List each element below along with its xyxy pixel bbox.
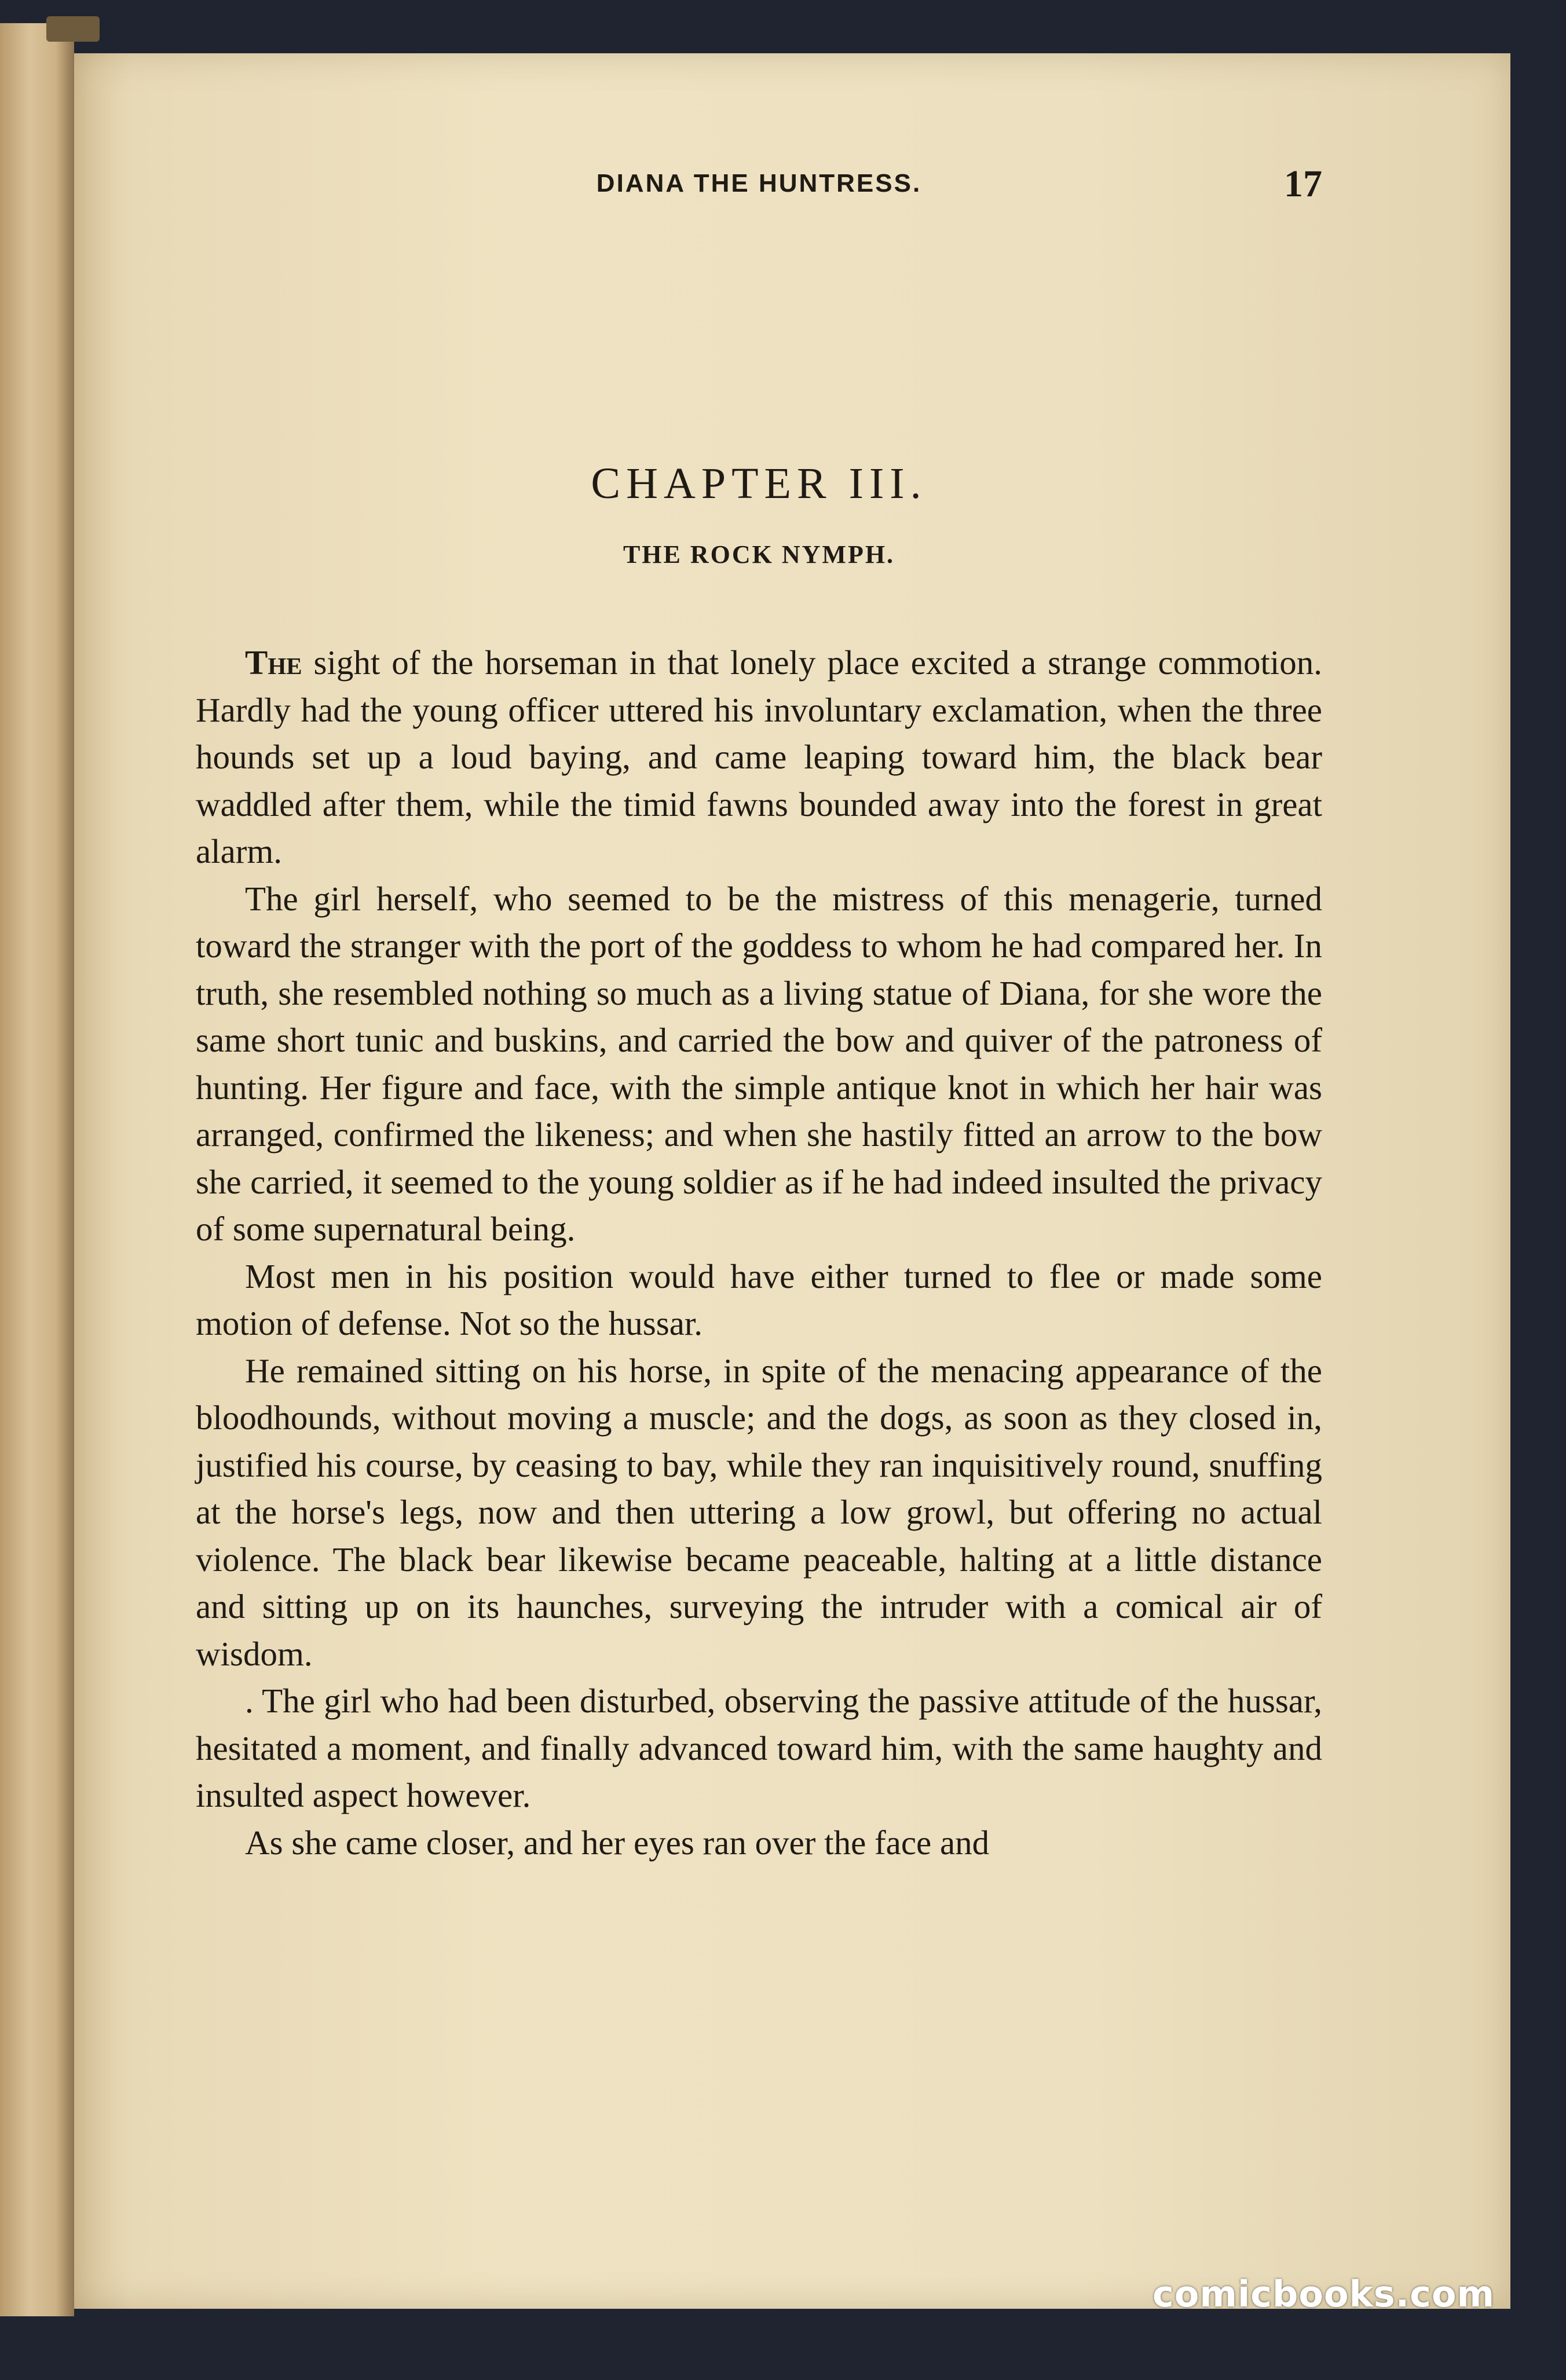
watermark: comicbooks.com [1152,2273,1495,2315]
running-head-title: DIANA THE HUNTRESS. [596,169,922,197]
paragraph-2: The girl herself, who seemed to be the mistress of this menagerie, turned toward the stranger with the port of the goddess to whom he had compared her. In truth, she resembled nothing so much as a living statue of Diana, for she wore the same short tunic and buskins, and carried the bow and quiver of the patroness of hunting. Her figure and face, with the simple antique knot in which her hair was arranged, confirmed the likeness; and when she hastily fitted an arrow to the bow she carried, it seemed to the young soldier as if he had indeed insulted the privacy of some supernatural being. [196,879,1322,1248]
book-page [74,53,1510,2309]
paragraph-4: He remained sitting on his horse, in spite of the menacing appearance of the bloodhounds, without moving a muscle; and the dogs, as soon as they closed in, justified his course, by ceasing to bay, while they ran inquisitively round, snuffing at the horse's legs, now and then uttering a low growl, but offering no actual violence. The black bear likewise became peaceable, halting at a little distance and sitting up on its haunches, surveying the intruder with a comical air of wisdom. [196,1351,1322,1673]
running-head [196,163,1322,215]
first-word: The [245,643,302,682]
paragraph-6: As she came closer, and her eyes ran over the face and [245,1823,990,1862]
paragraph-1 [196,639,1322,876]
paragraph-5: . The girl who had been disturbed, observing the passive attitude of the hussar, hesitated a moment, and finally advanced toward him, with the same haughty and insulted aspect however. [196,1682,1322,1814]
chapter-subtitle: THE ROCK NYMPH. [623,540,895,569]
chapter-title: CHAPTER III. [591,459,927,508]
paragraph-1-text: sight of the horseman in that lonely place excited a strange commotion. Hardly had the young officer uttered his involuntary exclamation, when the three hounds set up a loud baying, and came leaping toward him, the black bear waddled after them, while the timid fawns bounded away into the forest in great alarm. [196,643,1322,870]
page-number: 17 [1284,163,1322,205]
binding-clip [46,16,100,42]
body-text [196,639,1322,1866]
book-spine [0,23,74,2316]
paragraph-3: Most men in his position would have either turned to flee or made some motion of defense. Not so the hussar. [196,1257,1322,1342]
